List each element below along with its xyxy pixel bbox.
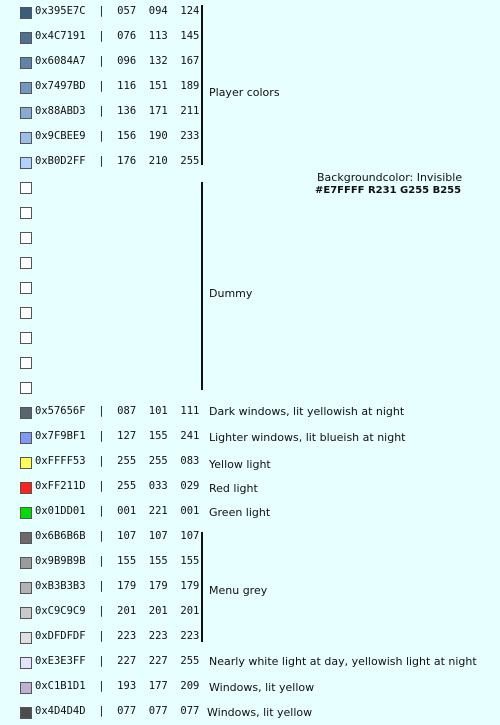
- color-swatch: [20, 457, 32, 469]
- color-code: 0xB0D2FF | 176 210 255: [35, 155, 200, 167]
- label-menu-grey: Menu grey: [209, 584, 268, 597]
- color-swatch: [20, 32, 32, 44]
- color-swatch: [20, 707, 32, 719]
- color-swatch: [20, 632, 32, 644]
- color-swatch: [20, 657, 32, 669]
- label-player-colors: Player colors: [209, 86, 280, 99]
- color-swatch: [20, 82, 32, 94]
- label-dummy: Dummy: [209, 287, 253, 300]
- label-windows-lit-yellow: Windows, lit yellow: [209, 681, 315, 694]
- color-swatch: [20, 307, 32, 319]
- color-code: 0xE3E3FF | 227 227 255: [35, 655, 200, 667]
- color-code: 0x6084A7 | 096 132 167: [35, 55, 200, 67]
- color-swatch: [20, 7, 32, 19]
- color-code: 0xB3B3B3 | 179 179 179: [35, 580, 200, 592]
- color-swatch: [20, 207, 32, 219]
- color-code: 0x9CBEE9 | 156 190 233: [35, 130, 200, 142]
- color-swatch: [20, 682, 32, 694]
- color-swatch: [20, 257, 32, 269]
- group-divider-player-colors: [201, 5, 203, 165]
- color-swatch: [20, 182, 32, 194]
- color-code: 0x7497BD | 116 151 189: [35, 80, 200, 92]
- color-code: 0x88ABD3 | 136 171 211: [35, 105, 200, 117]
- color-swatch: [20, 407, 32, 419]
- label-nearly-white: Nearly white light at day, yellowish light at night: [209, 655, 477, 668]
- color-swatch: [20, 557, 32, 569]
- label-red-light: Red light: [209, 482, 258, 495]
- group-divider-menu-grey: [201, 532, 203, 642]
- color-code: 0x395E7C | 057 094 124: [35, 5, 200, 17]
- color-swatch: [20, 132, 32, 144]
- color-code: 0x4C7191 | 076 113 145: [35, 30, 200, 42]
- color-code: 0x4D4D4D | 077 077 077: [35, 705, 200, 717]
- color-swatch: [20, 157, 32, 169]
- color-swatch: [20, 57, 32, 69]
- color-code: 0xC1B1D1 | 193 177 209: [35, 680, 200, 692]
- group-divider-dummy: [201, 182, 203, 390]
- color-code: 0x7F9BF1 | 127 155 241: [35, 430, 200, 442]
- background-note-title: Backgroundcolor: Invisible: [317, 171, 463, 184]
- color-code: 0x6B6B6B | 107 107 107: [35, 530, 200, 542]
- color-code: 0x57656F | 087 101 111: [35, 405, 200, 417]
- color-swatch: [20, 382, 32, 394]
- label-yellow-light: Yellow light: [209, 458, 271, 471]
- color-swatch: [20, 282, 32, 294]
- color-code: 0x01DD01 | 001 221 001: [35, 505, 200, 517]
- label-dark-windows: Dark windows, lit yellowish at night: [209, 405, 405, 418]
- color-swatch: [20, 107, 32, 119]
- color-swatch: [20, 532, 32, 544]
- color-code: 0xFF211D | 255 033 029: [35, 480, 200, 492]
- color-swatch: [20, 507, 32, 519]
- label-windows-lit-yellow: Windows, lit yellow: [207, 706, 313, 719]
- background-note-values: #E7FFFF R231 G255 B255: [315, 185, 462, 196]
- color-code: 0x9B9B9B | 155 155 155: [35, 555, 200, 567]
- color-swatch: [20, 232, 32, 244]
- color-code: 0xC9C9C9 | 201 201 201: [35, 605, 200, 617]
- label-lighter-windows: Lighter windows, lit blueish at night: [209, 431, 406, 444]
- color-swatch: [20, 482, 32, 494]
- color-code: 0xFFFF53 | 255 255 083: [35, 455, 200, 467]
- color-swatch: [20, 357, 32, 369]
- color-swatch: [20, 332, 32, 344]
- color-swatch: [20, 582, 32, 594]
- color-code: 0xDFDFDF | 223 223 223: [35, 630, 200, 642]
- label-green-light: Green light: [209, 506, 271, 519]
- color-swatch: [20, 432, 32, 444]
- color-swatch: [20, 607, 32, 619]
